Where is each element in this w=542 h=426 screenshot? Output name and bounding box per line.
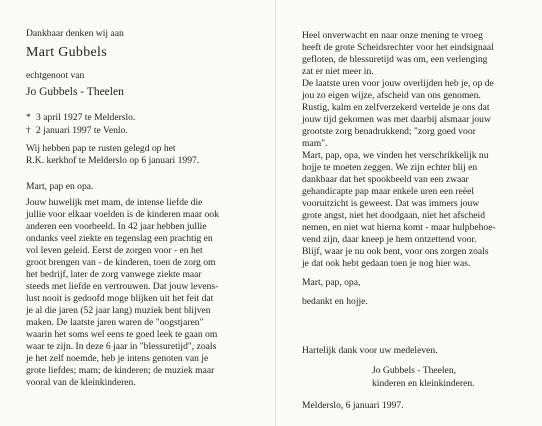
signature-line: kinderen en kleinkinderen. <box>372 378 475 389</box>
body-line: Jouw huwelijk met mam, de intense liefde die <box>26 197 203 208</box>
birth-text: 3 april 1927 te Melderslo. <box>36 112 136 123</box>
body-line: steeds met liefde en vertrouwen. Dat jouw levens- <box>26 281 219 292</box>
body-line: je het zelf noemde, heb je intens genoten van je <box>26 353 209 364</box>
intro-line: Dankbaar denken wij aan <box>26 28 124 39</box>
body-line: vol leven geleid. Eerst de zorgen voor - en het <box>26 245 203 256</box>
birth-line <box>26 112 135 123</box>
body-line: lust nooit is gedoofd moge blijken uit het feit dat <box>26 293 214 304</box>
spouse-name: Jo Gubbels - Theelen <box>26 86 124 98</box>
body-line: gefloten, de blessuretijd was om, een verlenging <box>302 54 488 65</box>
body-line: mam". <box>302 138 328 149</box>
body-line: vend zijn, daar kneep je hem ontzettend voor. <box>302 234 477 245</box>
thanks-line: Hartelijk dank voor uw medeleven. <box>302 345 438 356</box>
place-date: Melderslo, 6 januari 1997. <box>302 400 404 411</box>
card-fold-line <box>275 0 276 426</box>
body-line: dankbaar dat het spookbeeld van een zwaar <box>302 174 469 185</box>
body-line: het bedrijf, later de zorg vanwege ziekte maar <box>26 269 202 280</box>
closing-line: Mart, pap, opa, <box>302 277 361 288</box>
body-line: jou zo eigen wijze, afscheid van ons genomen. <box>302 90 481 101</box>
spouse-label: echtgenoot van <box>26 70 85 81</box>
body-line: je dat ook hebt gedaan toen je nog hier was. <box>302 258 471 269</box>
body-line: Rustig, kalm en zelfverzekerd vertelde je ons dat <box>302 102 490 113</box>
death-text: 2 januari 1997 te Venlo. <box>36 125 128 136</box>
salutation: Mart, pap en opa. <box>26 181 94 192</box>
body-line: jullie voor elkaar voelden is de kinderen maar ook <box>26 209 219 220</box>
body-line: vooral van de kleinkinderen. <box>26 377 136 388</box>
body-line: gehandicapte pap maar enkele uren een reëel <box>302 186 475 197</box>
burial-line: R.K. kerkhof te Melderslo op 6 januari 1997. <box>26 155 200 166</box>
body-line: heeft de grote Scheidsrechter voor het eindsignaal <box>302 42 494 53</box>
body-line: ondanks veel ziekte en tegenslag een prachtig en <box>26 233 213 244</box>
birth-symbol: * <box>26 112 31 123</box>
closing-line: bedankt en hojje. <box>302 296 368 307</box>
body-line: anderen een voorbeeld. In 42 jaar hebben jullie <box>26 221 207 232</box>
body-line: grote angst, niet het doodgaan, niet het afscheid <box>302 210 486 221</box>
cross-icon: † <box>26 125 31 136</box>
body-line: vooruitzicht is geweest. Dat was immers jouw <box>302 198 480 209</box>
death-line <box>26 125 128 136</box>
body-line: grote liefdes; mam; de kinderen; de muziek maar <box>26 365 215 376</box>
body-line: hojje te moeten zeggen. We zijn echter blij en <box>302 162 478 173</box>
body-line: nemen, en niet wat hierna komt - maar hulpbehoe- <box>302 222 496 233</box>
deceased-name: Mart Gubbels <box>26 45 107 60</box>
body-line: waarin het soms wel eens te goed leek te gaan om <box>26 329 218 340</box>
body-line: waar te zijn. In deze 6 jaar in "blessuretijd", zoals <box>26 341 217 352</box>
body-line: groot brengen van - de kinderen, toen de zorg om <box>26 257 216 268</box>
burial-line: Wij hebben pap te rusten gelegd op het <box>26 143 176 154</box>
body-line: Mart, pap, opa, we vinden het verschrikkelijk nu <box>302 150 489 161</box>
body-line: Heel onverwacht en naar onze mening te vroeg <box>302 30 483 41</box>
body-line: je al die jaren (52 jaar lang) muziek bent blijven <box>26 305 211 316</box>
signature-line: Jo Gubbels - Theelen, <box>372 365 457 376</box>
body-line: maken. De laatste jaren waren de "oogstjaren" <box>26 317 204 328</box>
body-line: jouw tijd gekomen was met daarbij alsmaar jouw <box>302 114 491 125</box>
body-line: zat er niet meer in. <box>302 66 374 77</box>
body-line: grootste zorg benadrukkend; "zorg goed voor <box>302 126 476 137</box>
body-line: Blijf, waar je nu ook bent, voor ons zorgen zoals <box>302 246 489 257</box>
body-line: De laatste uren voor jouw overlijden heb je, op de <box>302 78 494 89</box>
